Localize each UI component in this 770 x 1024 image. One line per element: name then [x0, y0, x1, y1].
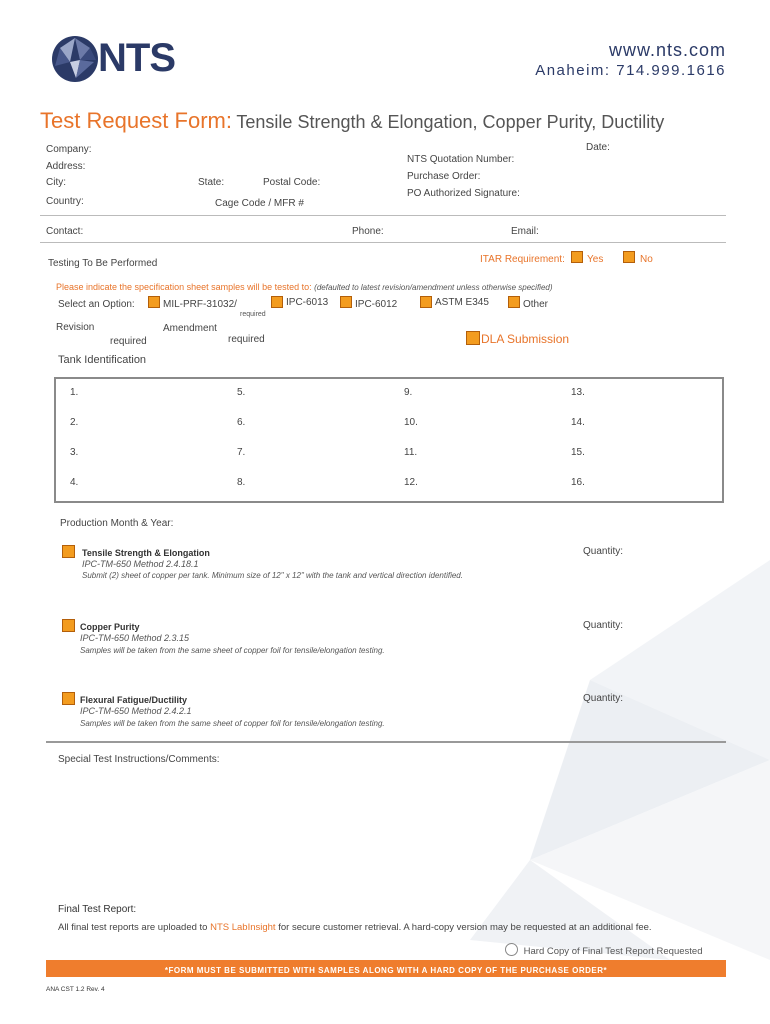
final-text-after: for secure customer retrieval. A hard-copy version may be requested at an additional fee. — [278, 922, 652, 933]
labinsight-link[interactable]: NTS LabInsight — [210, 922, 276, 933]
tank-cell[interactable]: 12. — [404, 477, 418, 488]
amendment-label: Amendment — [163, 323, 217, 334]
option-ipc6012-label: IPC-6012 — [355, 299, 398, 310]
title-main: Test Request Form: — [40, 108, 232, 133]
option-mil-checkbox[interactable] — [148, 296, 160, 308]
option-ipc6013-label: IPC-6013 — [286, 297, 329, 308]
select-option-label: Select an Option: — [58, 299, 135, 310]
tank-heading: Tank Identification — [58, 354, 147, 366]
phone-label: Phone: — [352, 226, 384, 237]
option-astm-checkbox[interactable] — [420, 296, 432, 308]
amendment-required: required — [228, 334, 265, 345]
address-label: Address: — [46, 161, 86, 172]
itar-no-checkbox[interactable] — [623, 251, 635, 263]
tank-cell[interactable]: 11. — [404, 447, 418, 458]
divider — [46, 741, 726, 743]
copper-purity-quantity: Quantity: — [583, 620, 624, 631]
tank-cell[interactable]: 13. — [571, 387, 585, 398]
postal-label: Postal Code: — [263, 177, 321, 188]
tank-cell[interactable]: 7. — [237, 447, 246, 458]
ductility-quantity: Quantity: — [583, 693, 624, 704]
special-instructions-label: Special Test Instructions/Comments: — [58, 754, 220, 765]
itar-yes-label: Yes — [587, 254, 604, 265]
city-label: City: — [46, 177, 66, 188]
tank-cell[interactable]: 2. — [70, 417, 79, 428]
email-label: Email: — [511, 226, 539, 237]
ductility-name: Flexural Fatigue/Ductility — [80, 695, 188, 705]
date-label: Date: — [586, 142, 610, 153]
copper-purity-checkbox[interactable] — [62, 619, 75, 632]
mil-required-note: required — [240, 311, 266, 318]
globe-icon — [50, 34, 100, 84]
hardcopy-label: Hard Copy of Final Test Report Requested — [523, 946, 703, 957]
hardcopy-option — [505, 943, 702, 957]
indicate-text: Please indicate the specification sheet samples will be tested to: — [56, 282, 312, 292]
option-astm-label: ASTM E345 — [435, 297, 489, 308]
testing-heading: Testing To Be Performed — [48, 258, 158, 269]
final-text-before: All final test reports are uploaded to — [58, 922, 208, 933]
tensile-method: IPC-TM-650 Method 2.4.18.1 — [82, 559, 199, 569]
divider — [40, 242, 726, 243]
copper-purity-note: Samples will be taken from the same sheet of copper foil for tensile/elongation testing. — [80, 646, 385, 655]
tank-cell[interactable]: 1. — [70, 387, 79, 398]
submission-banner — [46, 960, 726, 977]
po-signature-label: PO Authorized Signature: — [407, 188, 520, 199]
tank-cell[interactable]: 4. — [70, 477, 79, 488]
option-ipc6013-checkbox[interactable] — [271, 296, 283, 308]
revision-required: required — [110, 336, 147, 347]
ductility-checkbox[interactable] — [62, 692, 75, 705]
dla-checkbox[interactable] — [466, 331, 480, 345]
purchase-order-label: Purchase Order: — [407, 171, 481, 182]
website[interactable]: www.nts.com — [608, 40, 726, 60]
option-ipc6012-checkbox[interactable] — [340, 296, 352, 308]
quotation-label: NTS Quotation Number: — [407, 154, 515, 165]
state-label: State: — [198, 177, 225, 188]
nts-logo — [50, 34, 180, 84]
itar-label: ITAR Requirement: — [480, 254, 565, 265]
tank-cell[interactable]: 8. — [237, 477, 246, 488]
tensile-note: Submit (2) sheet of copper per tank. Minimum size of 12" x 12" with the tank and vertical direction identified. — [82, 571, 463, 580]
location-phone: Anaheim: 714.999.1616 — [535, 62, 726, 79]
tank-cell[interactable]: 14. — [571, 417, 585, 428]
ductility-method: IPC-TM-650 Method 2.4.2.1 — [80, 706, 192, 716]
tank-grid — [54, 377, 724, 503]
tank-cell[interactable]: 9. — [404, 387, 413, 398]
logo-text: NTS — [98, 36, 175, 80]
company-label: Company: — [46, 144, 92, 155]
final-report-heading: Final Test Report: — [58, 904, 137, 915]
option-other-checkbox[interactable] — [508, 296, 520, 308]
option-other-label: Other — [523, 299, 549, 310]
hardcopy-radio[interactable] — [505, 943, 518, 956]
tank-cell[interactable]: 3. — [70, 447, 79, 458]
tank-cell[interactable]: 6. — [237, 417, 246, 428]
production-label: Production Month & Year: — [60, 518, 174, 529]
tensile-name: Tensile Strength & Elongation — [82, 548, 210, 558]
option-mil-label: MIL-PRF-31032/ — [163, 299, 237, 310]
banner-text: *FORM MUST BE SUBMITTED WITH SAMPLES ALONG WITH A HARD COPY OF THE PURCHASE ORDER* — [164, 966, 608, 975]
form-revision: ANA CST 1.2 Rev. 4 — [46, 986, 105, 993]
contact-label: Contact: — [46, 226, 84, 237]
dla-label: DLA Submission — [481, 332, 570, 346]
indicate-note: (defaulted to latest revision/amendment unless otherwise specified) — [314, 283, 553, 292]
ductility-note: Samples will be taken from the same sheet of copper foil for tensile/elongation testing. — [80, 719, 385, 728]
tensile-checkbox[interactable] — [62, 545, 75, 558]
page-title — [40, 108, 664, 134]
revision-label: Revision — [56, 322, 95, 333]
country-label: Country: — [46, 196, 84, 207]
tank-cell[interactable]: 15. — [571, 447, 585, 458]
title-sub: Tensile Strength & Elongation, Copper Purity, Ductility — [236, 112, 665, 132]
copper-purity-name: Copper Purity — [80, 622, 140, 632]
divider — [40, 215, 726, 216]
tensile-quantity: Quantity: — [583, 546, 624, 557]
cage-code-label: Cage Code / MFR # — [215, 198, 304, 209]
itar-yes-checkbox[interactable] — [571, 251, 583, 263]
tank-cell[interactable]: 5. — [237, 387, 246, 398]
itar-no-label: No — [640, 254, 653, 265]
tank-cell[interactable]: 16. — [571, 477, 585, 488]
copper-purity-method: IPC-TM-650 Method 2.3.15 — [80, 633, 190, 643]
indicate-instruction — [56, 282, 553, 292]
final-report-text — [58, 922, 652, 933]
tank-cell[interactable]: 10. — [404, 417, 418, 428]
